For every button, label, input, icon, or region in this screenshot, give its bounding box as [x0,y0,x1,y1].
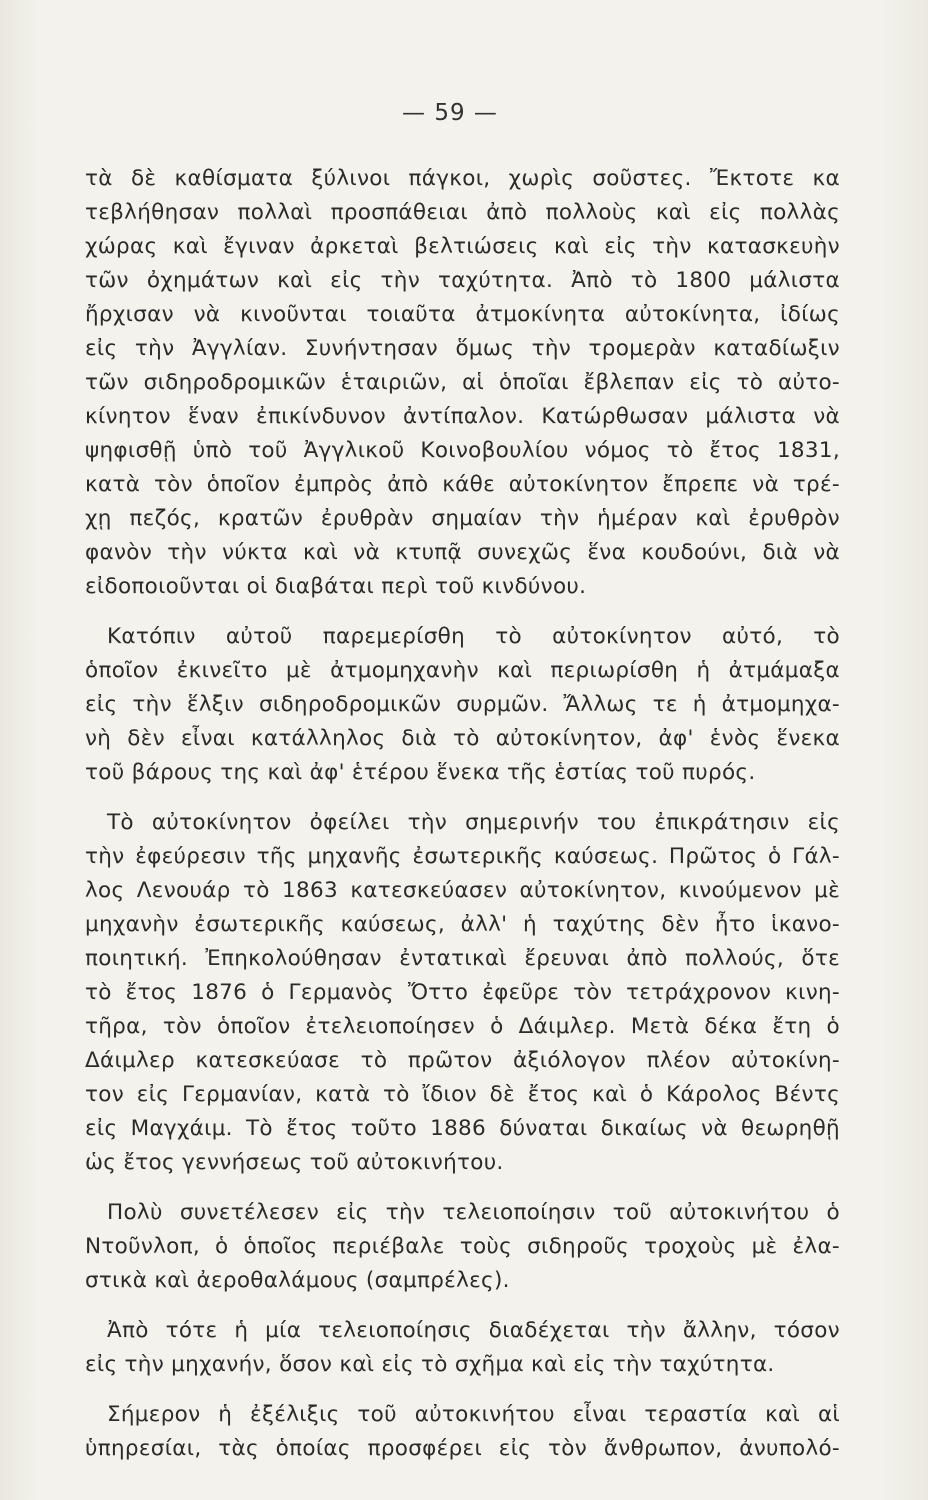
text-line: ὁποῖον ἐκινεῖτο μὲ ἀτμομηχανὴν καὶ περιωρίσθη ἡ ἀτμάμαξα [85,658,840,683]
text-line: τὴν ἐφεύρεσιν τῆς μηχανῆς ἐσωτερικῆς καύσεως. Πρῶτος ὁ Γάλ- [85,844,840,869]
text-line: τὰ δὲ καθίσματα ξύλινοι πάγκοι, χωρὶς σοῦστες. Ἔκτοτε κα [85,166,840,191]
text-line: Ντοῦνλοπ, ὁ ὁποῖος περιέβαλε τοὺς σιδηροῦς τροχοὺς μὲ ἐλα- [85,1234,840,1259]
text-line: εἰς τὴν Ἀγγλίαν. Συνήντησαν ὅμως τὴν τρομερὰν καταδίωξιν [85,336,840,361]
text-line: τῆρα, τὸν ὁποῖον ἐτελειοποίησεν ὁ Δάιμλερ. Μετὰ δέκα ἔτη ὁ [85,1014,840,1039]
text-line: Τὸ αὐτοκίνητον ὀφείλει τὴν σημερινήν του ἐπικράτησιν εἰς [107,810,840,835]
text-line: κίνητον ἕναν ἐπικίνδυνον ἀντίπαλον. Κατώρθωσαν μάλιστα νὰ [85,404,840,429]
text-line: τῶν σιδηροδρομικῶν ἑταιριῶν, αἱ ὁποῖαι ἔβλεπαν εἰς τὸ αὐτο- [85,370,840,395]
paragraph [85,806,840,1180]
text-line: τὸ ἔτος 1876 ὁ Γερμανὸς Ὄττο ἐφεῦρε τὸν τετράχρονον κινη- [85,980,840,1005]
text-line: κατὰ τὸν ὁποῖον ἐμπρὸς ἀπὸ κάθε αὐτοκίνητον ἔπρεπε νὰ τρέ- [85,472,840,497]
text-line: ποιητική. Ἐπηκολούθησαν ἐντατικαὶ ἔρευναι ἀπὸ πολλούς, ὅτε [85,946,840,971]
text-line: ἤρχισαν νὰ κινοῦνται τοιαῦτα ἀτμοκίνητα αὐτοκίνητα, ἰδίως [85,302,840,327]
text-line: χῃ πεζός, κρατῶν ἐρυθρὰν σημαίαν τὴν ἡμέραν καὶ ἐρυθρὸν [85,506,840,531]
text-line: μηχανὴν ἐσωτερικῆς καύσεως, ἀλλ' ἡ ταχύτης δὲν ἦτο ἱκανο- [85,912,840,937]
text-line: ὑπηρεσίαι, τὰς ὁποίας προσφέρει εἰς τὸν ἄνθρωπον, ἀνυπολό- [85,1436,840,1461]
text-line: εἰς τὴν μηχανήν, ὅσον καὶ εἰς τὸ σχῆμα καὶ εἰς τὴν ταχύτητα. [85,1352,775,1377]
body-text [85,162,840,1482]
text-line: τῶν ὀχημάτων καὶ εἰς τὴν ταχύτητα. Ἀπὸ τὸ 1800 μάλιστα [85,268,840,293]
text-line: στικὰ καὶ ἀεροθαλάμους (σαμπρέλες). [85,1268,510,1293]
text-line: τεβλήθησαν πολλαὶ προσπάθειαι ἀπὸ πολλοὺς καὶ εἰς πολλὰς [85,200,840,225]
page-number: — 59 — [402,100,498,126]
paragraph [85,1196,840,1298]
paragraph [85,162,840,604]
text-line: εἰς Μαγχάιμ. Τὸ ἔτος τοῦτο 1886 δύναται δικαίως νὰ θεωρηθῇ [85,1116,840,1141]
text-line: εἰς τὴν ἕλξιν σιδηροδρομικῶν συρμῶν. Ἄλλως τε ἡ ἀτμομηχα- [85,692,840,717]
text-line: Δάιμλερ κατεσκεύασε τὸ πρῶτον ἀξιόλογον πλέον αὐτοκίνη- [85,1048,840,1073]
paragraph [85,620,840,790]
text-line: τοῦ βάρους της καὶ ἀφ' ἑτέρου ἕνεκα τῆς ἑστίας τοῦ πυρός. [85,760,756,785]
text-line: τον εἰς Γερμανίαν, κατὰ τὸ ἴδιον δὲ ἔτος καὶ ὁ Κάρολος Βέντς [85,1082,840,1107]
text-line: λος Λενουάρ τὸ 1863 κατεσκεύασεν αὐτοκίνητον, κινούμενον μὲ [85,878,840,903]
text-line: ὡς ἔτος γεννήσεως τοῦ αὐτοκινήτου. [85,1150,504,1175]
text-line: φανὸν τὴν νύκτα καὶ νὰ κτυπᾷ συνεχῶς ἕνα κουδούνι, διὰ νὰ [85,540,840,565]
paragraph [85,1314,840,1382]
text-line: Ἀπὸ τότε ἡ μία τελειοποίησις διαδέχεται τὴν ἄλλην, τόσον [107,1318,840,1343]
paragraph [85,1398,840,1466]
text-line: χώρας καὶ ἔγιναν ἀρκεταὶ βελτιώσεις καὶ εἰς τὴν κατασκευὴν [85,234,840,259]
text-line: νὴ δὲν εἶναι κατάλληλος διὰ τὸ αὐτοκίνητον, ἀφ' ἑνὸς ἕνεκα [85,726,840,751]
text-line: ψηφισθῇ ὑπὸ τοῦ Ἀγγλικοῦ Κοινοβουλίου νόμος τὸ ἔτος 1831, [85,438,840,463]
text-line: Σήμερον ἡ ἐξέλιξις τοῦ αὐτοκινήτου εἶναι τεραστία καὶ αἱ [107,1402,840,1427]
text-line: Κατόπιν αὐτοῦ παρεμερίσθη τὸ αὐτοκίνητον αὐτό, τὸ [107,624,840,649]
text-line: εἰδοποιοῦνται οἱ διαβάται περὶ τοῦ κινδύνου. [85,574,587,599]
text-line: Πολὺ συνετέλεσεν εἰς τὴν τελειοποίησιν τοῦ αὐτοκινήτου ὁ [107,1200,840,1225]
